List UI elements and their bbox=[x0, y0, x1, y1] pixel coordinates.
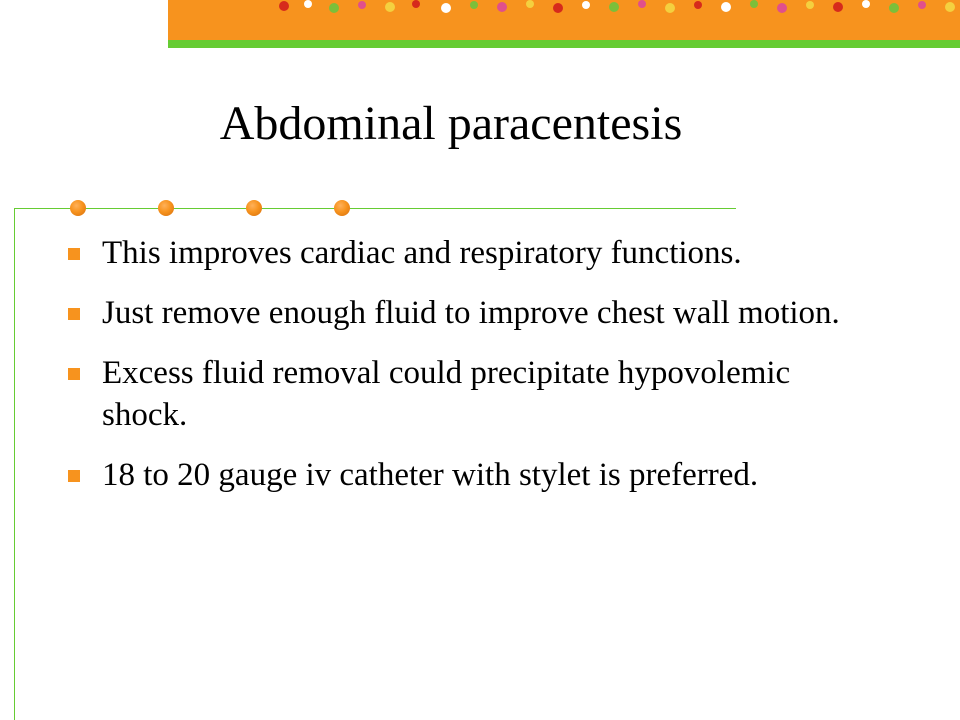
bullet-text: Just remove enough fluid to improve chest wall motion. bbox=[102, 295, 840, 331]
bullet-item bbox=[68, 292, 868, 334]
orange-dot-decoration bbox=[246, 200, 262, 216]
bullet-list bbox=[68, 232, 868, 514]
slide-title bbox=[0, 92, 930, 156]
vertical-rule bbox=[14, 208, 15, 720]
bullet-item bbox=[68, 232, 868, 274]
flower-strip-decoration bbox=[264, 0, 960, 16]
orange-dot-decoration bbox=[70, 200, 86, 216]
top-banner bbox=[168, 0, 960, 48]
bullet-item bbox=[68, 352, 868, 436]
horizontal-rule bbox=[14, 208, 736, 209]
square-bullet-icon bbox=[68, 470, 80, 482]
square-bullet-icon bbox=[68, 308, 80, 320]
banner-orange-band bbox=[168, 0, 960, 40]
square-bullet-icon bbox=[68, 368, 80, 380]
square-bullet-icon bbox=[68, 248, 80, 260]
banner-green-band bbox=[168, 40, 960, 48]
bullet-text: Excess fluid removal could precipitate hypovolemic shock. bbox=[102, 355, 791, 433]
orange-dot-decoration bbox=[334, 200, 350, 216]
orange-dot-decoration bbox=[158, 200, 174, 216]
bullet-item bbox=[68, 454, 868, 496]
slide-title-text: Abdominal paracentesis bbox=[219, 97, 683, 150]
bullet-text: This improves cardiac and respiratory functions. bbox=[102, 235, 742, 271]
bullet-text: 18 to 20 gauge iv catheter with stylet is preferred. bbox=[102, 457, 759, 493]
